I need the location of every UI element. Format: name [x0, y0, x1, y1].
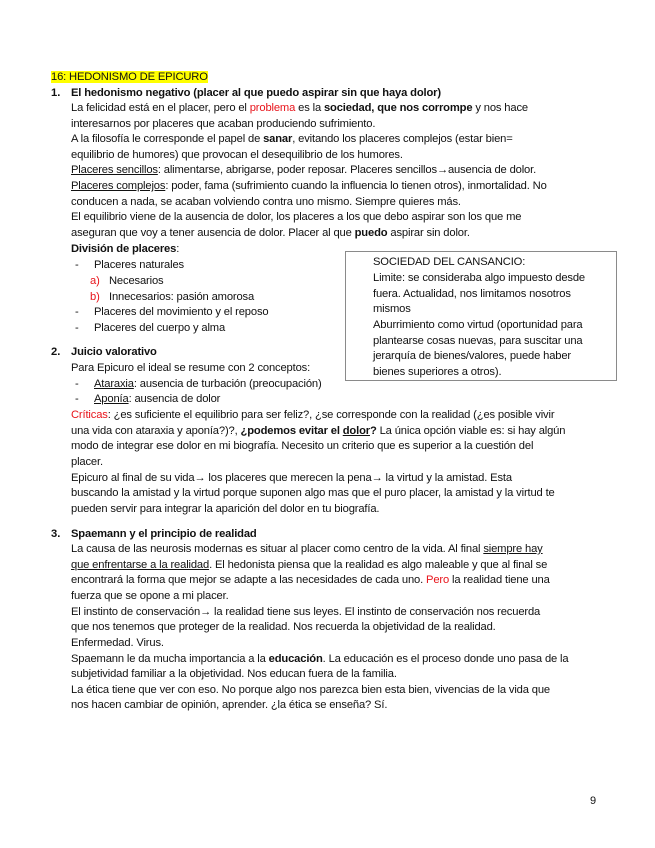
section-3-number: 3.	[51, 528, 61, 540]
page-number: 9	[590, 795, 597, 807]
list-item: Placeres del movimiento y el reposo	[94, 306, 269, 318]
list-marker: -	[75, 393, 79, 405]
text: : ¿es suficiente el equilibrio para ser feliz?, ¿se corresponde con la realidad (¿es posible vivir	[107, 409, 555, 421]
sidebox-line: jerarquía de bienes/valores, puede haber	[373, 350, 572, 362]
text-underlined: siempre hay	[483, 543, 543, 555]
sidebox-sociedad-del-cansancio	[345, 251, 617, 381]
paragraph-line: interesarnos por placeres que acaban produciendo sufrimiento.	[71, 118, 376, 130]
paragraph-line: placer.	[71, 456, 103, 468]
section-title-text: 16: HEDONISMO DE EPICURO	[51, 71, 208, 83]
section-2-heading: Juicio valorativo	[71, 346, 157, 358]
list-item: Placeres naturales	[94, 259, 184, 271]
paragraph-line: equilibrio de humores) que provocan el desequilibrio de los humores.	[71, 149, 403, 161]
text: :	[176, 243, 180, 255]
sidebox-line: mismos	[373, 303, 411, 315]
text: : poder, fama (sufrimiento cuando la influencia lo tienen otros), inmortalidad. No	[165, 180, 547, 192]
definition: : ausencia de dolor	[128, 393, 221, 405]
sidebox-line: bienes superiores a otros).	[373, 366, 502, 378]
paragraph-line: Epicuro al final de su vida→ los placeres que merecen la pena→ la virtud y la amistad. Esta	[71, 472, 512, 484]
sidebox-line: Limite: se consideraba algo impuesto desde	[373, 272, 585, 284]
paragraph-line: conducen a nada, se acaban volviendo contra uno mismo. Siempre quieres más.	[71, 196, 461, 208]
text-bold-underlined: dolor	[342, 425, 370, 437]
sidebox-title: SOCIEDAD DEL CANSANCIO:	[373, 256, 526, 268]
text-bold: sociedad, que nos corrompe	[323, 102, 473, 114]
text: : alimentarse, abrigarse, poder reposar. Placeres sencillos→ausencia de dolor.	[157, 164, 537, 176]
sidebox-line: Aburrimiento como virtud (oportunidad para	[373, 319, 583, 331]
list-marker: a)	[90, 275, 100, 287]
paragraph-line	[71, 652, 568, 667]
text-bold: puedo	[354, 227, 388, 239]
text: La felicidad está en el placer, pero el	[71, 102, 250, 114]
text: aseguran que voy a tener ausencia de dolor. Placer al que	[71, 227, 355, 239]
list-marker: -	[75, 259, 79, 271]
text-bold: División de placeres	[71, 243, 177, 255]
paragraph-line: Para Epicuro el ideal se resume con 2 conceptos:	[71, 362, 311, 374]
text-bold: educación	[268, 653, 323, 665]
paragraph-line: Enfermedad. Virus.	[71, 637, 164, 649]
paragraph-line: El equilibrio viene de la ausencia de dolor, los placeres a los que debo aspirar son los que me	[71, 211, 522, 223]
paragraph-line: que nos tenemos que proteger de la realidad. Nos recuerda la objetividad de la realidad.	[71, 621, 496, 633]
paragraph-line: El instinto de conservación→ la realidad tiene sus leyes. El instinto de conservación nos recuerda	[71, 606, 541, 618]
term: Ataraxia	[94, 378, 134, 390]
list-item: Innecesarios: pasión amorosa	[109, 291, 255, 303]
section-title	[51, 70, 208, 85]
text: . El hedonista piensa que la realidad es algo maleable y que al final se	[209, 559, 548, 571]
section-1-heading: El hedonismo negativo (placer al que puedo aspirar sin que haya dolor)	[71, 87, 441, 99]
section-1-number: 1.	[51, 87, 61, 99]
division-title	[71, 242, 179, 257]
definition: : ausencia de turbación (preocupación)	[133, 378, 322, 390]
list-item-aponia	[94, 392, 220, 407]
text: la realidad tiene una	[449, 574, 550, 586]
text: y nos hace	[472, 102, 528, 114]
term: Aponía	[94, 393, 129, 405]
paragraph-line: fuerza que se opone a mi placer.	[71, 590, 229, 602]
list-marker: -	[75, 322, 79, 334]
sidebox-line: plantearse cosas nuevas, para suscitar una	[373, 335, 583, 347]
text-red: problema	[249, 102, 296, 114]
list-item: Necesarios	[109, 275, 164, 287]
text-bold: ¿podemos evitar el	[240, 425, 343, 437]
text-bold: ?	[369, 425, 377, 437]
text: A la filosofía le corresponde el papel de	[71, 133, 264, 145]
text: La causa de las neurosis modernas es situar al placer como centro de la vida. Al final	[71, 543, 484, 555]
paragraph-line	[71, 163, 536, 178]
list-marker: -	[75, 378, 79, 390]
text: encontrará la forma que mejor se adapte a las necesidades de cada uno.	[71, 574, 427, 586]
text-underlined: Placeres complejos	[71, 180, 166, 192]
list-item-ataraxia	[94, 377, 322, 392]
paragraph-line: subjetividad familiar a la objetividad. Nos educan fuera de la familia.	[71, 668, 397, 680]
text: La única opción viable es: si hay algún	[376, 425, 566, 437]
text-underlined: que enfrentarse a la realidad	[71, 559, 210, 571]
paragraph-line	[71, 179, 547, 194]
list-marker: b)	[90, 291, 100, 303]
text-bold: sanar	[263, 133, 293, 145]
paragraph-line	[71, 573, 550, 588]
sidebox-line: fuera. Actualidad, nos limitamos nosotros	[373, 288, 571, 300]
paragraph-line	[71, 132, 513, 147]
text-red: Pero	[426, 574, 450, 586]
text: una vida con ataraxia y aponía?)?,	[71, 425, 241, 437]
text: es la	[295, 102, 324, 114]
paragraph-line	[71, 558, 547, 573]
section-2-number: 2.	[51, 346, 61, 358]
text: , evitando los placeres complejos (estar bien=	[292, 133, 513, 145]
text: Spaemann le da mucha importancia a la	[71, 653, 269, 665]
paragraph-line	[71, 424, 565, 439]
paragraph-line: pueden servir para integrar la aparición del dolor en tu biografía.	[71, 503, 380, 515]
text-underlined: Placeres sencillos	[71, 164, 158, 176]
paragraph-line	[71, 542, 543, 557]
paragraph-line	[71, 226, 470, 241]
section-3-heading: Spaemann y el principio de realidad	[71, 528, 257, 540]
paragraph-line: buscando la amistad y la virtud porque suponen algo mas que el puro placer, la amistad y la virtud te	[71, 487, 555, 499]
paragraph-line	[71, 101, 528, 116]
text: . La educación es el proceso donde uno pasa de la	[322, 653, 569, 665]
paragraph-line: modo de integrar ese dolor en mi biografía. Necesito un criterio que es superior a la cuestión del	[71, 440, 534, 452]
criticas-label: Críticas	[71, 409, 108, 421]
text: aspirar sin dolor.	[387, 227, 470, 239]
paragraph-line: nos hacen cambiar de opinión, aprender. ¿la ética se enseña? Sí.	[71, 699, 388, 711]
paragraph-line: La ética tiene que ver con eso. No porque algo nos parezca bien esta bien, vivencias de la vida que	[71, 684, 550, 696]
list-item: Placeres del cuerpo y alma	[94, 322, 226, 334]
paragraph-line	[71, 408, 554, 423]
list-marker: -	[75, 306, 79, 318]
